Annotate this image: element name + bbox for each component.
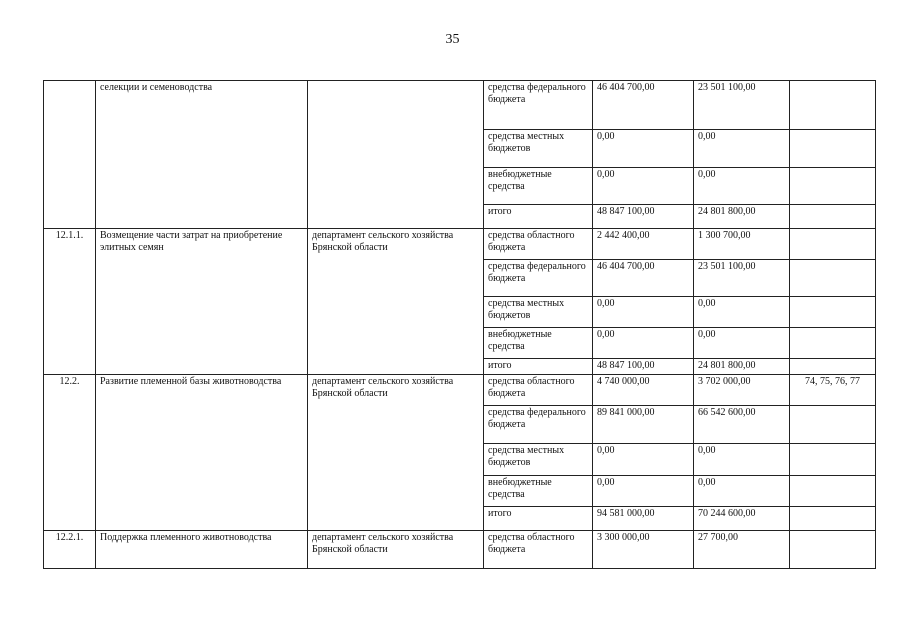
executor-cell bbox=[308, 81, 484, 229]
amount-cell: 0,00 bbox=[593, 130, 694, 168]
amount-cell: 4 740 000,00 bbox=[593, 375, 694, 406]
amount-cell: 0,00 bbox=[593, 328, 694, 359]
amount-cell: 0,00 bbox=[593, 476, 694, 507]
table-row bbox=[44, 229, 876, 260]
source-cell: внебюджетные средства bbox=[484, 476, 593, 507]
amount-cell: 0,00 bbox=[694, 444, 790, 476]
source-cell: средства местных бюджетов bbox=[484, 130, 593, 168]
indicators-cell bbox=[790, 229, 876, 260]
amount-cell: 23 501 100,00 bbox=[694, 260, 790, 297]
amount-cell: 48 847 100,00 bbox=[593, 205, 694, 229]
indicators-cell bbox=[790, 476, 876, 507]
source-cell: средства местных бюджетов bbox=[484, 444, 593, 476]
indicators-cell bbox=[790, 328, 876, 359]
amount-cell: 66 542 600,00 bbox=[694, 406, 790, 444]
executor-cell: департамент сельского хозяйства Брянской области bbox=[308, 375, 484, 531]
indicators-cell bbox=[790, 444, 876, 476]
source-cell: средства областного бюджета bbox=[484, 229, 593, 260]
item-number-cell: 12.1.1. bbox=[44, 229, 96, 375]
amount-cell: 27 700,00 bbox=[694, 531, 790, 569]
executor-cell: департамент сельского хозяйства Брянской области bbox=[308, 531, 484, 569]
amount-cell: 23 501 100,00 bbox=[694, 81, 790, 130]
indicators-cell bbox=[790, 406, 876, 444]
source-cell: средства федерального бюджета bbox=[484, 260, 593, 297]
table-row bbox=[44, 375, 876, 406]
indicators-cell bbox=[790, 130, 876, 168]
amount-cell: 0,00 bbox=[694, 328, 790, 359]
amount-cell: 46 404 700,00 bbox=[593, 260, 694, 297]
amount-cell: 0,00 bbox=[694, 297, 790, 328]
source-cell: итого bbox=[484, 205, 593, 229]
item-name-cell: Развитие племенной базы животноводства bbox=[96, 375, 308, 531]
amount-cell: 0,00 bbox=[593, 297, 694, 328]
budget-table bbox=[43, 80, 876, 569]
item-number-cell bbox=[44, 81, 96, 229]
amount-cell: 1 300 700,00 bbox=[694, 229, 790, 260]
source-cell: средства местных бюджетов bbox=[484, 297, 593, 328]
indicators-cell bbox=[790, 531, 876, 569]
source-cell: средства областного бюджета bbox=[484, 375, 593, 406]
table-row bbox=[44, 531, 876, 569]
item-number-cell: 12.2. bbox=[44, 375, 96, 531]
source-cell: средства областного бюджета bbox=[484, 531, 593, 569]
amount-cell: 0,00 bbox=[593, 168, 694, 205]
source-cell: итого bbox=[484, 507, 593, 531]
indicators-cell bbox=[790, 507, 876, 531]
item-name-cell: Возмещение части затрат на приобретение элитных семян bbox=[96, 229, 308, 375]
source-cell: внебюджетные средства bbox=[484, 168, 593, 205]
page-number: 35 bbox=[445, 32, 460, 47]
source-cell: итого bbox=[484, 359, 593, 375]
indicators-cell bbox=[790, 168, 876, 205]
item-number-cell: 12.2.1. bbox=[44, 531, 96, 569]
indicators-cell: 74, 75, 76, 77 bbox=[790, 375, 876, 406]
amount-cell: 48 847 100,00 bbox=[593, 359, 694, 375]
source-cell: средства федерального бюджета bbox=[484, 406, 593, 444]
amount-cell: 70 244 600,00 bbox=[694, 507, 790, 531]
item-name-cell: Поддержка племенного животноводства bbox=[96, 531, 308, 569]
amount-cell: 24 801 800,00 bbox=[694, 359, 790, 375]
amount-cell: 3 702 000,00 bbox=[694, 375, 790, 406]
item-name-cell: селекции и семеноводства bbox=[96, 81, 308, 229]
indicators-cell bbox=[790, 359, 876, 375]
amount-cell: 0,00 bbox=[694, 476, 790, 507]
amount-cell: 0,00 bbox=[694, 168, 790, 205]
source-cell: внебюджетные средства bbox=[484, 328, 593, 359]
indicators-cell bbox=[790, 260, 876, 297]
executor-cell: департамент сельского хозяйства Брянской области bbox=[308, 229, 484, 375]
amount-cell: 3 300 000,00 bbox=[593, 531, 694, 569]
source-cell: средства федерального бюджета bbox=[484, 81, 593, 130]
amount-cell: 46 404 700,00 bbox=[593, 81, 694, 130]
amount-cell: 0,00 bbox=[694, 130, 790, 168]
amount-cell: 2 442 400,00 bbox=[593, 229, 694, 260]
indicators-cell bbox=[790, 205, 876, 229]
table-row bbox=[44, 81, 876, 130]
amount-cell: 94 581 000,00 bbox=[593, 507, 694, 531]
amount-cell: 89 841 000,00 bbox=[593, 406, 694, 444]
amount-cell: 0,00 bbox=[593, 444, 694, 476]
indicators-cell bbox=[790, 81, 876, 130]
amount-cell: 24 801 800,00 bbox=[694, 205, 790, 229]
indicators-cell bbox=[790, 297, 876, 328]
